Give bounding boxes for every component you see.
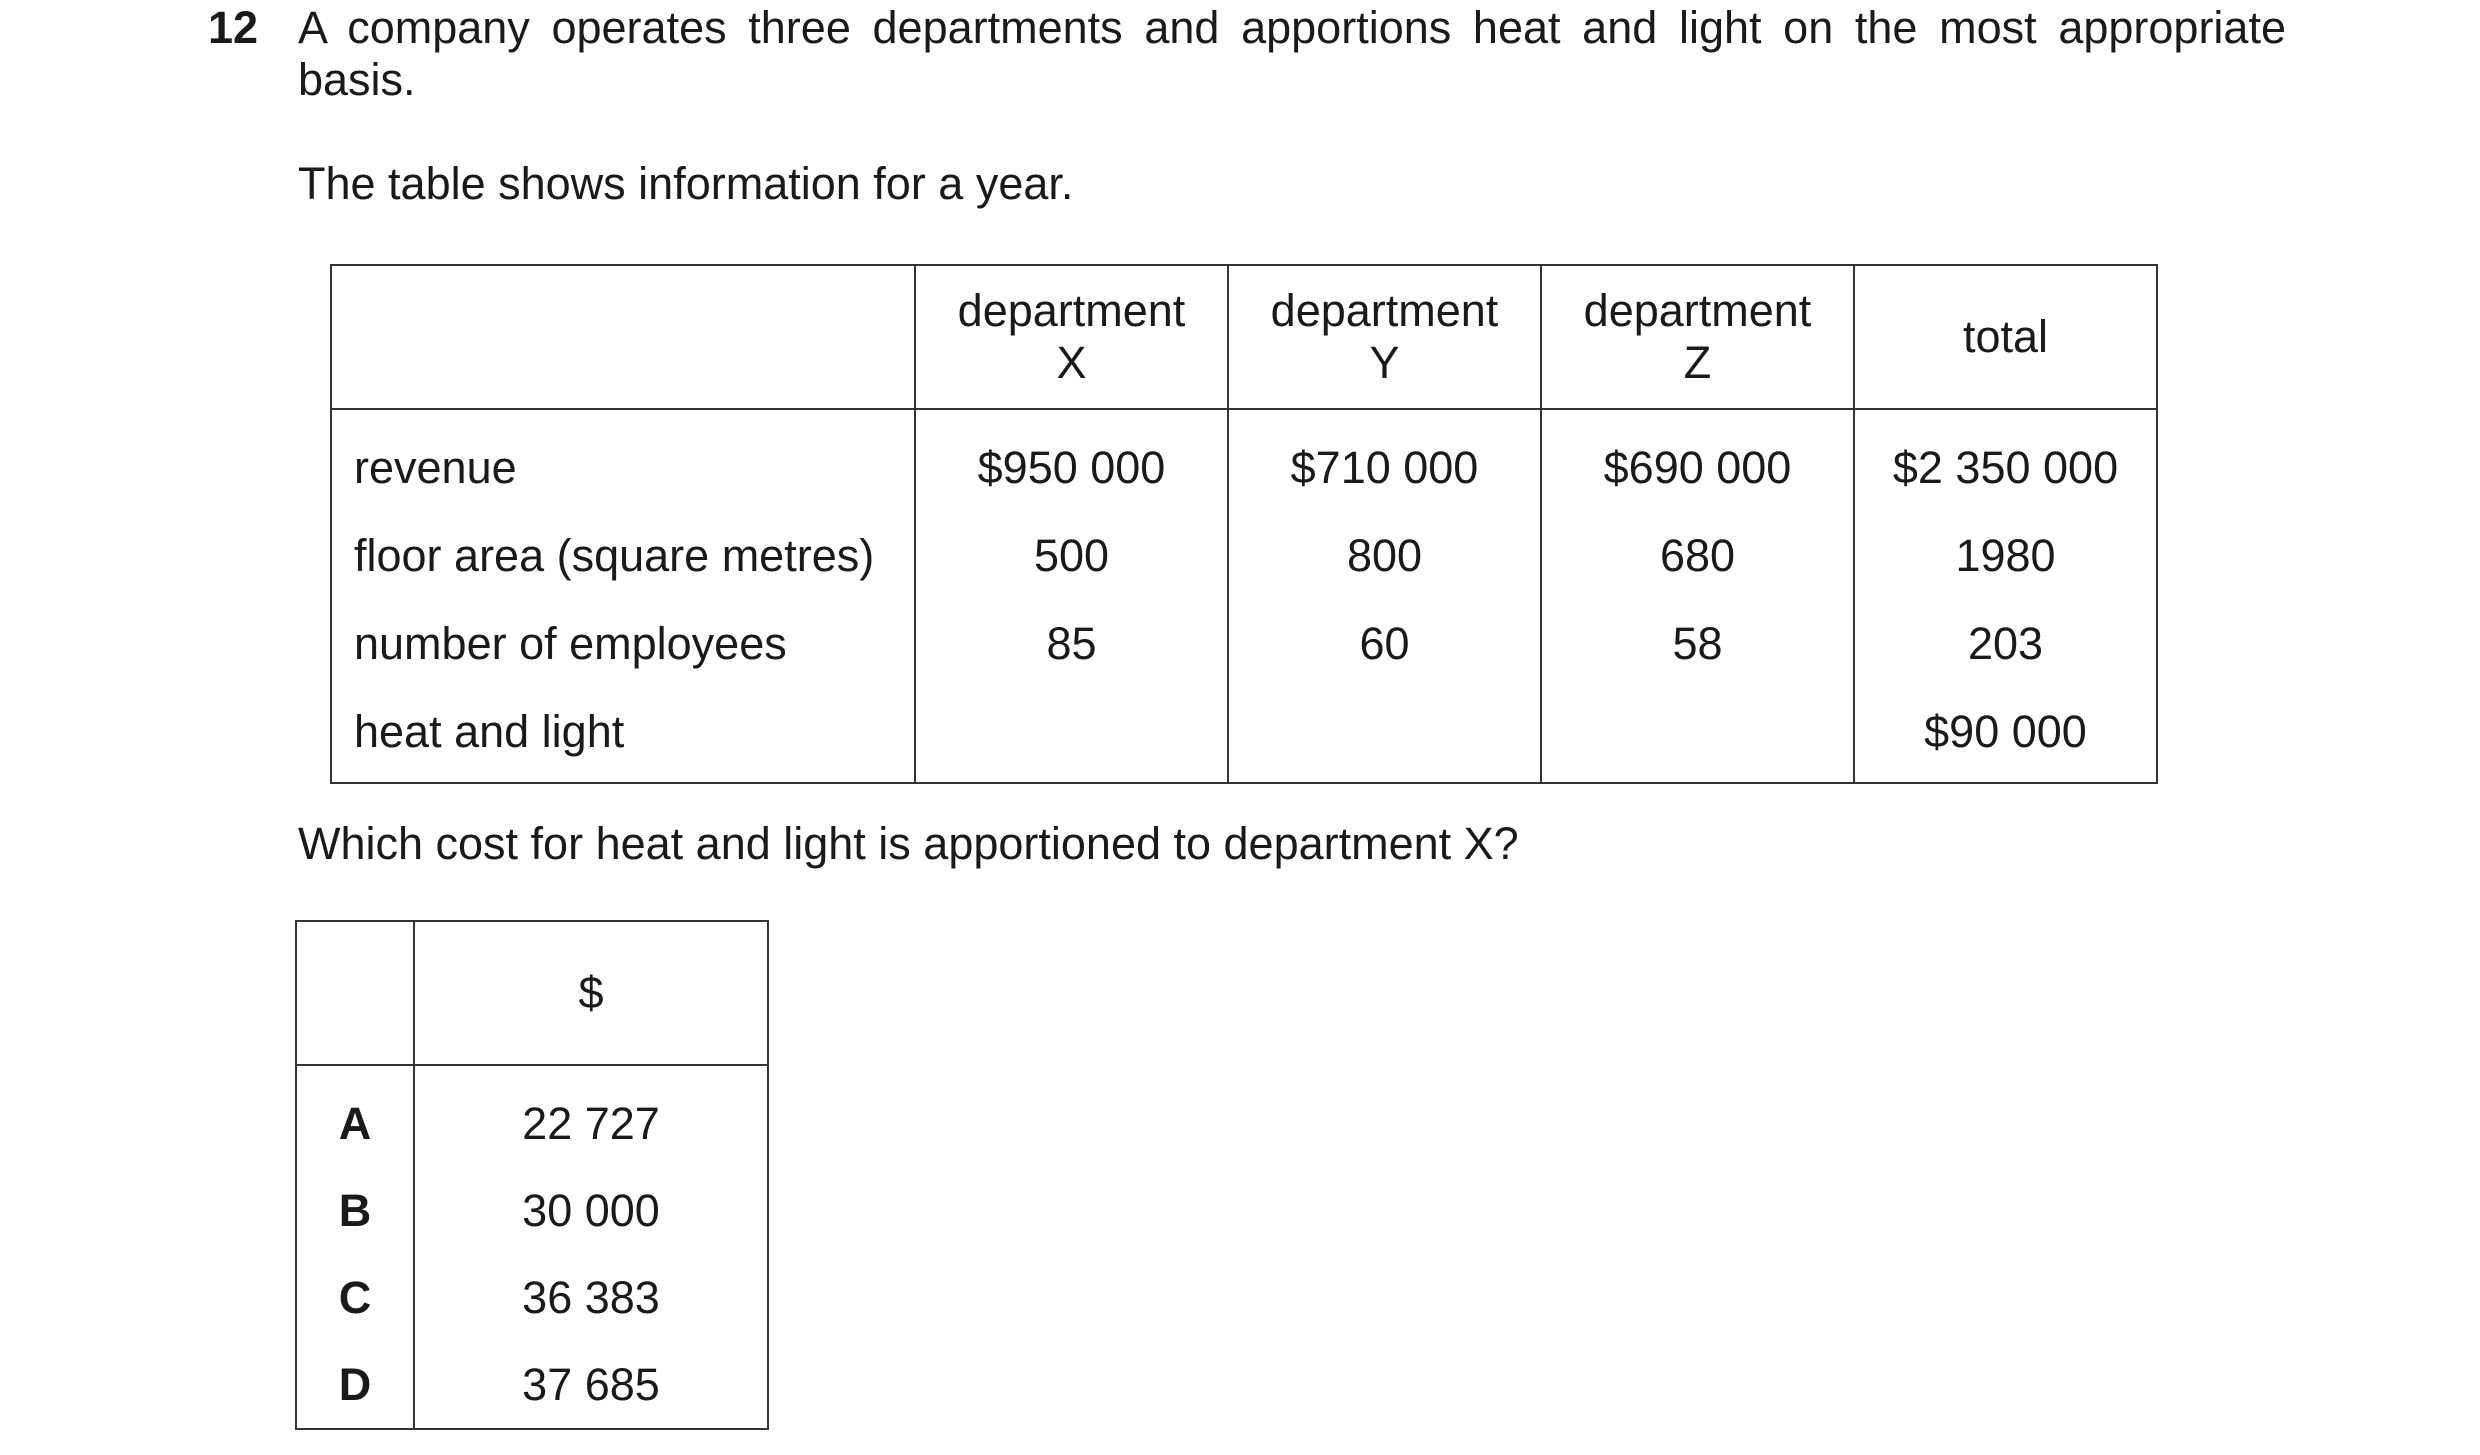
header-blank <box>331 265 915 409</box>
option-letter: D <box>296 1341 414 1429</box>
header-department-y <box>1228 265 1541 409</box>
option-a[interactable] <box>296 1065 768 1167</box>
option-letter: A <box>296 1065 414 1167</box>
cell-total: 1980 <box>1854 512 2157 600</box>
table-intro: The table shows information for a year. <box>298 158 1074 209</box>
cell-x: 85 <box>915 600 1228 688</box>
row-label: heat and light <box>331 688 915 783</box>
header-line: department <box>957 285 1186 336</box>
question-prompt: Which cost for heat and light is apportioned to department X? <box>298 818 1519 869</box>
row-label: floor area (square metres) <box>331 512 915 600</box>
option-letter: C <box>296 1254 414 1341</box>
cell-y: 60 <box>1228 600 1541 688</box>
answer-options-table <box>295 920 769 1430</box>
cell-x <box>915 688 1228 783</box>
cell-z <box>1541 688 1854 783</box>
option-value: 22 727 <box>414 1065 768 1167</box>
table-header-row <box>331 265 2157 409</box>
cell-y <box>1228 688 1541 783</box>
header-line: total <box>1962 311 2049 362</box>
table-row-employees <box>331 600 2157 688</box>
cell-total: $90 000 <box>1854 688 2157 783</box>
row-label: number of employees <box>331 600 915 688</box>
header-line: Z <box>1683 337 1712 388</box>
header-line: X <box>1056 337 1087 388</box>
cell-y: 800 <box>1228 512 1541 600</box>
cell-y: $710 000 <box>1228 409 1541 512</box>
header-line: Y <box>1369 337 1400 388</box>
options-header-blank <box>296 921 414 1065</box>
header-department-x <box>915 265 1228 409</box>
cell-z: $690 000 <box>1541 409 1854 512</box>
header-total <box>1854 265 2157 409</box>
row-label: revenue <box>331 409 915 512</box>
option-b[interactable] <box>296 1167 768 1254</box>
question-stem: A company operates three departments and apportions heat and light on the most appropriate basis. <box>298 2 2286 105</box>
header-department-z <box>1541 265 1854 409</box>
table-row-revenue <box>331 409 2157 512</box>
cell-total: 203 <box>1854 600 2157 688</box>
department-data-table <box>330 264 2158 784</box>
option-value: 36 383 <box>414 1254 768 1341</box>
cell-z: 58 <box>1541 600 1854 688</box>
option-d[interactable] <box>296 1341 768 1429</box>
header-line: department <box>1270 285 1499 336</box>
option-letter: B <box>296 1167 414 1254</box>
cell-z: 680 <box>1541 512 1854 600</box>
options-header-row <box>296 921 768 1065</box>
cell-x: $950 000 <box>915 409 1228 512</box>
option-c[interactable] <box>296 1254 768 1341</box>
cell-x: 500 <box>915 512 1228 600</box>
option-value: 30 000 <box>414 1167 768 1254</box>
header-line: department <box>1583 285 1812 336</box>
option-value: 37 685 <box>414 1341 768 1429</box>
options-header-currency: $ <box>414 921 768 1065</box>
question-number: 12 <box>208 2 259 53</box>
table-row-floor-area <box>331 512 2157 600</box>
cell-total: $2 350 000 <box>1854 409 2157 512</box>
table-row-heat-light <box>331 688 2157 783</box>
